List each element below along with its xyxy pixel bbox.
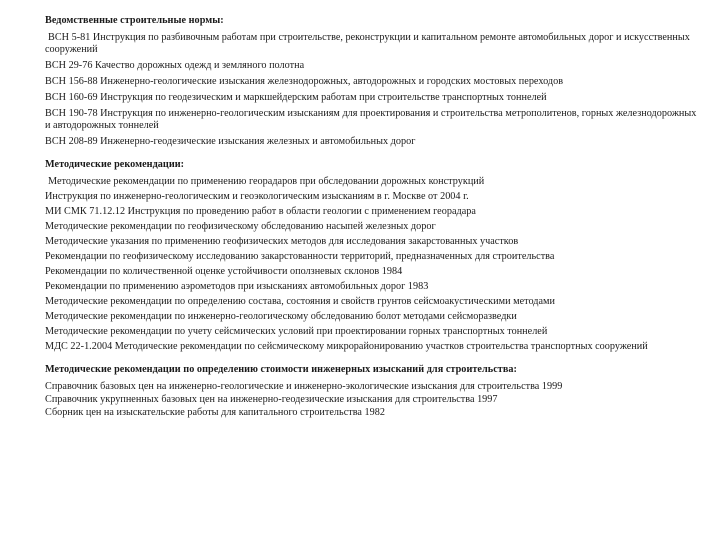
list-item: Сборник цен на изыскательские работы для капитального строительства 1982 [45,407,385,418]
section-cost-recommendations [45,363,703,419]
list-item: ВСН 156-88 Инженерно-геологические изыскания железнодорожных, автодорожных и городских мостовых переходов [45,76,564,87]
list-item: Инструкция по инженерно-геологическим и геоэкологическим изысканиям в г. Москве от 2004 г. [45,191,469,202]
list-item: ВСН 5-81 Инструкция по разбивочным работам при строительстве, реконструкции и капитальном ремонте автомобильных дорог и искусственных сооружений [45,32,690,55]
list-item: Методические указания по применению геофизических методов для исследования закарстованных участков [45,236,519,247]
list-item: Справочник укрупненных базовых цен на инженерно-геодезические изыскания для строительства 1997 [45,394,498,405]
list-item: Методические рекомендации по применению георадаров при обследовании дорожных конструкций [48,176,485,187]
list-item: Справочник базовых цен на инженерно-геологические и инженерно-экологические изыскания для строительства 1999 [45,381,563,392]
list-item: МИ СМК 71.12.12 Инструкция по проведению работ в области геологии с применением георадара [45,206,476,217]
list-item: ВСН 160-69 Инструкция по геодезическим и маркшейдерским работам при строительстве транспортных тоннелей [45,92,547,103]
section-heading-methodical: Методические рекомендации: [45,159,185,170]
list-item: Рекомендации по количественной оценке устойчивости оползневых склонов 1984 [45,266,403,277]
section-methodical-recommendations [45,158,703,353]
list-item: Методические рекомендации по учету сейсмических условий при проектировании горных транспортных тоннелей [45,326,548,337]
list-item: Рекомендации по применению аэрометодов при изысканиях автомобильных дорог 1983 [45,281,429,292]
list-item: Методические рекомендации по геофизическому обследованию насыпей железных дорог [45,221,436,232]
section-heading-vsn: Ведомственные строительные нормы: [45,15,224,26]
document-page [45,14,703,420]
list-item: ВСН 29-76 Качество дорожных одежд и земляного полотна [45,60,305,71]
list-item: Методические рекомендации по инженерно-геологическому обследованию болот методами сейсморазведки [45,311,517,322]
list-item: Методические рекомендации по определению состава, состояния и свойств грунтов сейсмоакустическими методами [45,296,555,307]
list-item: МДС 22-1.2004 Методические рекомендации по сейсмическому микрорайонированию участков строительства транспортных сооружений [45,341,648,352]
list-item: ВСН 190-78 Инструкция по инженерно-геологическим изысканиям для проектирования и строительства метрополитенов, горных железнодорожных и автодорожных тоннелей [45,108,697,131]
list-item: Рекомендации по геофизическому исследованию закарстованности территорий, предназначенных для строительства [45,251,555,262]
list-item: ВСН 208-89 Инженерно-геодезические изыскания железных и автомобильных дорог [45,136,416,147]
section-vsn [45,14,703,148]
section-heading-cost: Методические рекомендации по определению стоимости инженерных изысканий для строительства: [45,364,517,375]
